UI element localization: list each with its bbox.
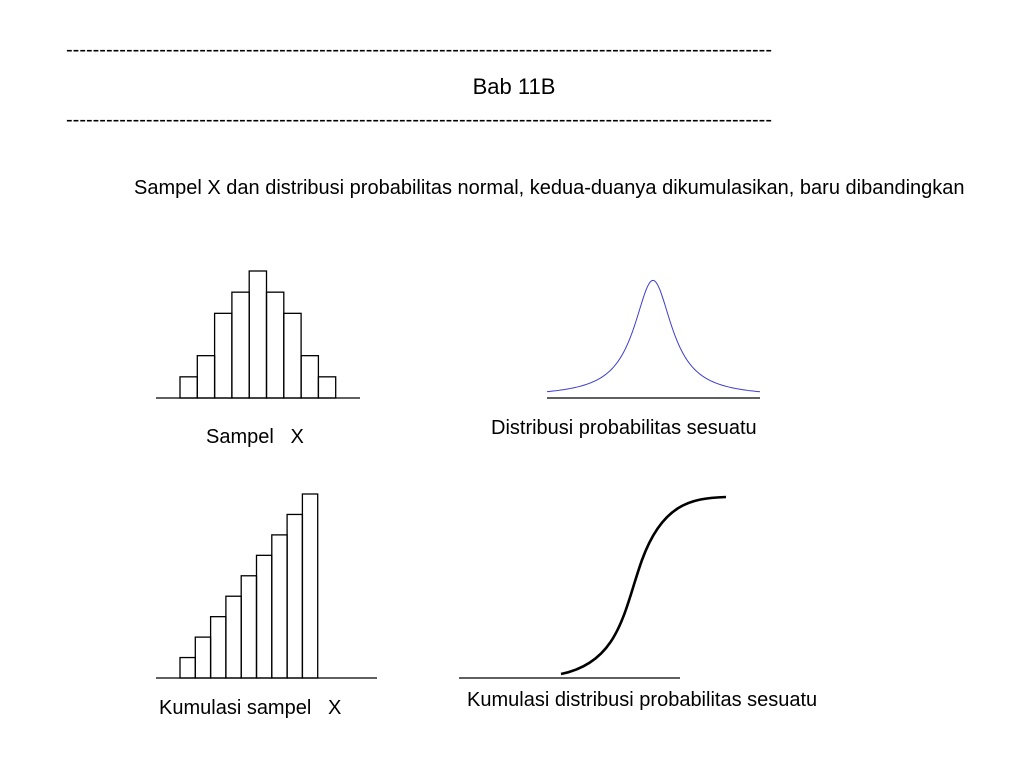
sample-histogram-bar: [249, 271, 266, 398]
distribution-caption: Distribusi probabilitas sesuatu: [491, 417, 757, 439]
intro-text: Sampel X dan distribusi probabilitas normal, kedua-duanya dikumulasikan, baru dibandingkan: [134, 177, 965, 199]
cumulative-sample-caption: Kumulasi sampel X: [159, 697, 342, 719]
sample-histogram-bar: [197, 356, 214, 398]
probability-distribution: [547, 280, 760, 398]
sample-histogram-caption: Sampel X: [206, 426, 304, 448]
sample-histogram-bar: [215, 313, 232, 398]
sample-histogram: [180, 271, 336, 398]
cumulative-distribution-caption: Kumulasi distribusi probabilitas sesuatu: [467, 689, 818, 711]
sample-histogram-bar: [318, 377, 335, 398]
sample-histogram-bar: [284, 313, 301, 398]
sample-histogram-bar: [232, 292, 249, 398]
top-dashed-rule: ----------------------------------------------------------------------------------------------------------: [66, 40, 772, 60]
cumulative-histogram-bar: [211, 617, 226, 678]
cumulative-histogram-bar: [272, 535, 287, 678]
cumulative-sample-histogram: [180, 494, 318, 678]
cumulative-distribution: [459, 497, 726, 678]
bottom-dashed-rule: ----------------------------------------------------------------------------------------------------------: [66, 110, 772, 130]
bell-curve: [547, 280, 760, 391]
cumulative-histogram-bar: [195, 637, 210, 678]
cumulative-histogram-bar: [287, 514, 302, 678]
cumulative-histogram-bar: [257, 555, 272, 678]
cumulative-histogram-bar: [180, 658, 195, 678]
cumulative-histogram-bar: [241, 576, 256, 678]
cumulative-histogram-bar: [226, 596, 241, 678]
sample-histogram-bar: [180, 377, 197, 398]
cumulative-histogram-bar: [302, 494, 317, 678]
s-curve: [561, 497, 726, 674]
slide-title: Bab 11B: [472, 74, 556, 99]
sample-histogram-bar: [301, 356, 318, 398]
sample-histogram-bar: [267, 292, 284, 398]
